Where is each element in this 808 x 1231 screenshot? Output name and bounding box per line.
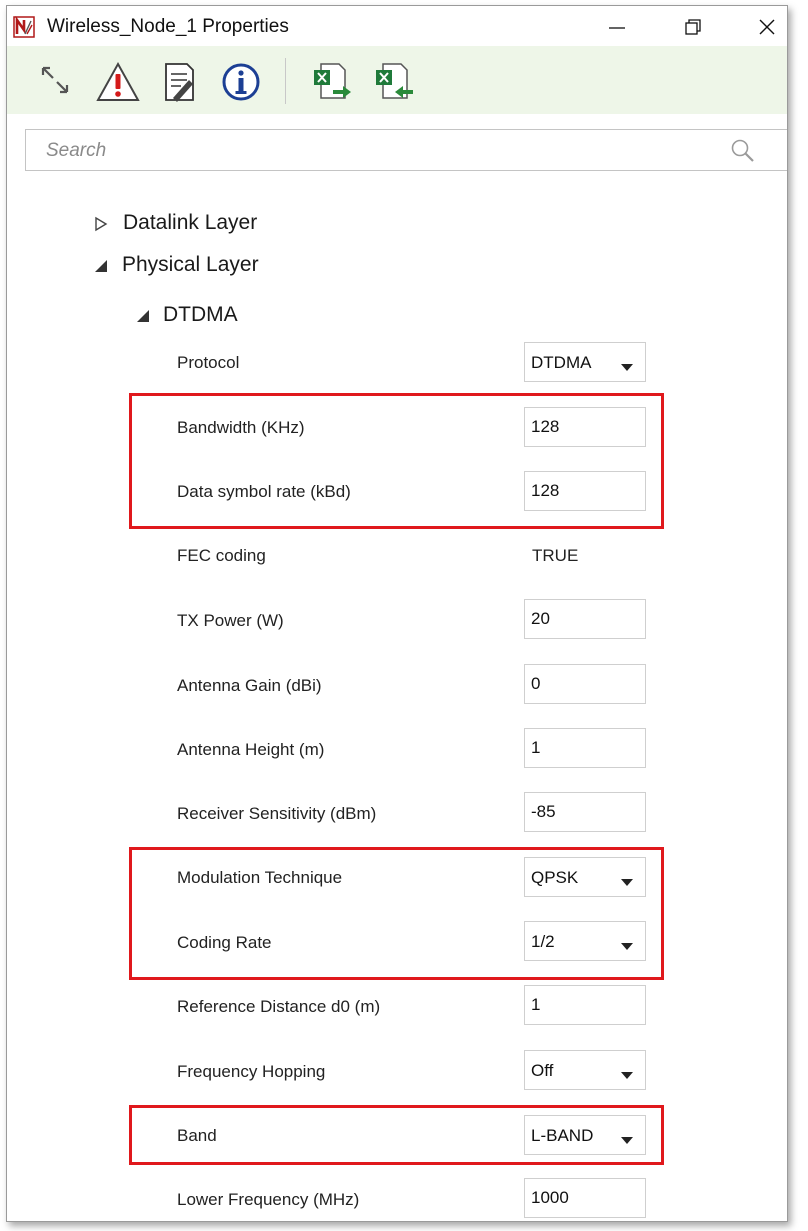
prop-label-fec-coding: FEC coding: [177, 546, 266, 565]
prop-label-lower-frequency: Lower Frequency (MHz): [177, 1190, 360, 1209]
warning-icon: [95, 60, 141, 104]
prop-label-band: Band: [177, 1126, 217, 1145]
prop-label-data-symbol-rate: Data symbol rate (kBd): [177, 482, 351, 501]
toolbar-separator: [285, 58, 286, 104]
frequency-hopping-select[interactable]: [524, 1050, 646, 1090]
toolbar: [7, 46, 787, 114]
expand-collapse-button[interactable]: [35, 60, 81, 104]
antenna-gain-field-box: [524, 664, 646, 704]
tx-power-field-box: [524, 599, 646, 639]
edit-document-icon: [157, 60, 201, 104]
protocol-select[interactable]: [524, 342, 646, 382]
tree-node-label: Physical Layer: [122, 253, 259, 276]
antenna-height-field-box: [524, 728, 646, 768]
expanded-arrow-icon[interactable]: [135, 306, 151, 330]
properties-window: [6, 5, 788, 1222]
reference-distance-field[interactable]: [525, 986, 645, 1024]
title-bar: [7, 6, 787, 46]
warning-button[interactable]: [95, 60, 141, 104]
excel-import-icon: [373, 60, 417, 104]
data-symbol-rate-field[interactable]: [525, 472, 645, 510]
minimize-icon: [607, 17, 627, 37]
close-button[interactable]: [747, 12, 787, 42]
tree-node-label: DTDMA: [163, 303, 238, 326]
select-value: QPSK: [531, 868, 579, 887]
select-value: L-BAND: [531, 1126, 594, 1145]
tree-node-datalink-layer[interactable]: [93, 210, 393, 240]
reference-distance-field-box: [524, 985, 646, 1025]
dropdown-arrow-icon[interactable]: [621, 938, 633, 956]
antenna-gain-field[interactable]: [525, 665, 645, 703]
netsim-app-icon: [13, 16, 35, 38]
prop-label-reference-distance: Reference Distance d0 (m): [177, 997, 381, 1016]
prop-label-frequency-hopping: Frequency Hopping: [177, 1062, 326, 1081]
dropdown-arrow-icon[interactable]: [621, 1067, 633, 1085]
prop-label-receiver-sensitivity: Receiver Sensitivity (dBm): [177, 804, 377, 823]
data-symbol-rate-field-box: [524, 471, 646, 511]
collapsed-arrow-icon[interactable]: [93, 214, 109, 238]
tree-node-dtdma[interactable]: [135, 302, 435, 332]
modulation-technique-select[interactable]: [524, 857, 646, 897]
edit-document-button[interactable]: [157, 60, 203, 104]
minimize-button[interactable]: [597, 12, 637, 42]
bandwidth-field[interactable]: [525, 408, 645, 446]
lower-frequency-field[interactable]: [525, 1179, 645, 1217]
window-title: Wireless_Node_1 Properties: [47, 16, 289, 37]
receiver-sensitivity-field-box: [524, 792, 646, 832]
excel-import-button[interactable]: [373, 60, 419, 104]
tree-node-label: Datalink Layer: [123, 211, 258, 234]
bandwidth-field-box: [524, 407, 646, 447]
restore-button[interactable]: [673, 12, 713, 42]
fec-coding-value: TRUE: [532, 546, 579, 565]
prop-label-antenna-gain: Antenna Gain (dBi): [177, 676, 322, 695]
dropdown-arrow-icon[interactable]: [621, 1132, 633, 1150]
receiver-sensitivity-field[interactable]: [525, 793, 645, 831]
prop-label-protocol: Protocol: [177, 353, 240, 372]
tx-power-field[interactable]: [525, 600, 645, 638]
close-icon: [757, 17, 777, 37]
prop-label-bandwidth: Bandwidth (KHz): [177, 418, 305, 437]
select-value: DTDMA: [531, 353, 592, 372]
lower-frequency-field-box: [524, 1178, 646, 1218]
search-box: [25, 129, 788, 171]
coding-rate-select[interactable]: [524, 921, 646, 961]
prop-label-coding-rate: Coding Rate: [177, 933, 272, 952]
tree-node-physical-layer[interactable]: [93, 252, 393, 282]
expand-collapse-icon: [35, 60, 79, 104]
band-select[interactable]: [524, 1115, 646, 1155]
excel-export-icon: [311, 60, 355, 104]
restore-icon: [683, 17, 703, 37]
search-input[interactable]: [26, 130, 738, 172]
antenna-height-field[interactable]: [525, 729, 645, 767]
prop-label-modulation-technique: Modulation Technique: [177, 868, 343, 887]
search-icon[interactable]: [730, 138, 756, 169]
prop-label-tx-power: TX Power (W): [177, 611, 284, 630]
dropdown-arrow-icon[interactable]: [621, 359, 633, 377]
prop-label-antenna-height: Antenna Height (m): [177, 740, 325, 759]
info-icon: [219, 60, 263, 104]
select-value: 1/2: [531, 932, 555, 951]
info-button[interactable]: [219, 60, 265, 104]
expanded-arrow-icon[interactable]: [93, 256, 109, 280]
dropdown-arrow-icon[interactable]: [621, 874, 633, 892]
select-value: Off: [531, 1061, 554, 1080]
excel-export-button[interactable]: [311, 60, 357, 104]
